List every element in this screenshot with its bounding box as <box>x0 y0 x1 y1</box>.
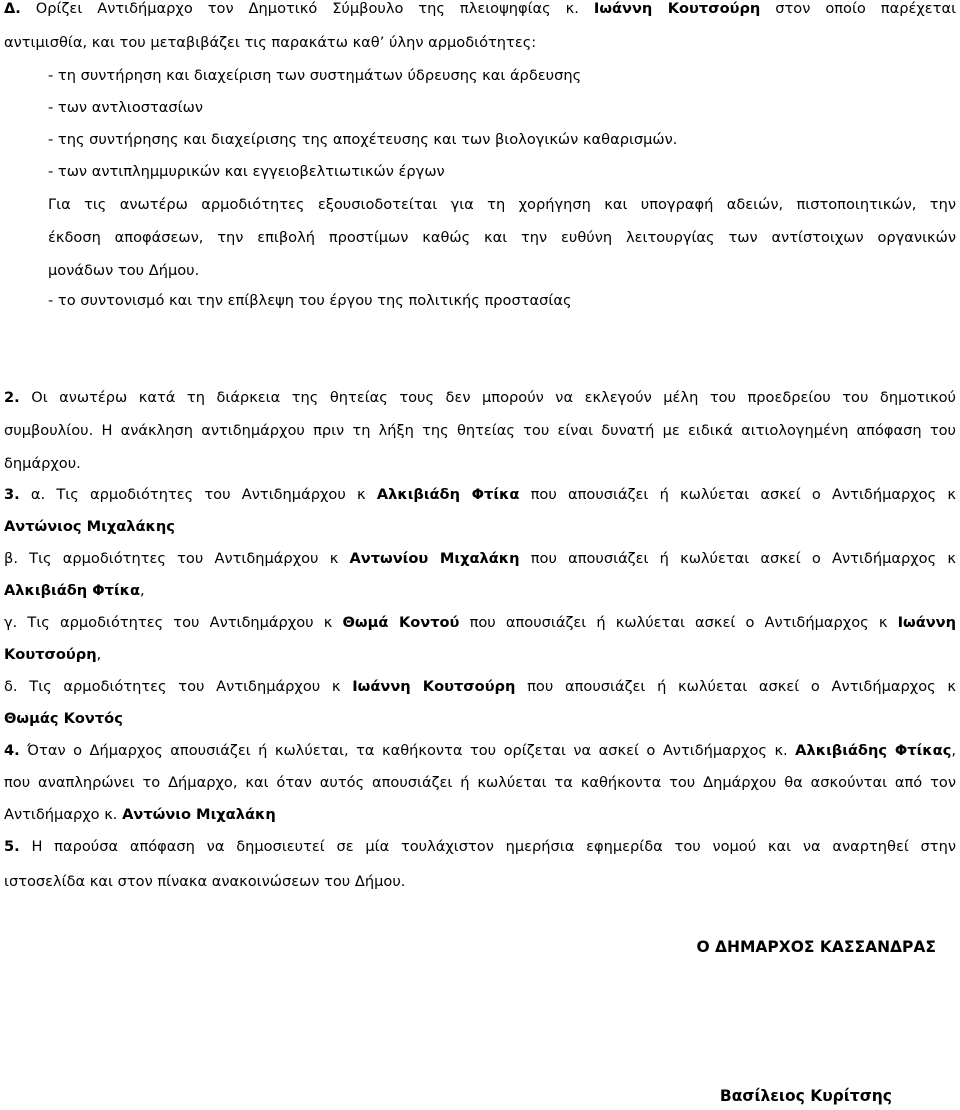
section-d-label: Δ. <box>4 0 21 17</box>
paragraph-2-line1: 2. Οι ανωτέρω κατά τη διάρκεια της θητείας τους δεν μπορούν να εκλεγούν μέλη του προεδρείου του δημοτικού <box>4 389 956 406</box>
paragraph-5-number: 5. <box>4 838 20 855</box>
substitute-name: Ιωάννη <box>897 614 956 631</box>
paragraph-2-line2: συμβουλίου. Η ανάκληση αντιδημάρχου πριν τη λήξη της θητείας του είναι δυνατή με ειδικά αιτιολογημένη απόφαση του <box>4 422 956 439</box>
paragraph-3-number: 3. <box>4 486 20 503</box>
paragraph-4-line3: Αντιδήμαρχο κ. Αντώνιο Μιχαλάκη <box>4 806 276 823</box>
substitute-name: Κουτσούρη <box>4 646 97 663</box>
paragraph-3b-line2: Αλκιβιάδη Φτίκα, <box>4 582 145 599</box>
authorization-line: μονάδων του Δήμου. <box>48 262 200 279</box>
paragraph-4-line1: 4. Όταν ο Δήμαρχος απουσιάζει ή κωλύεται, τα καθήκοντα του ορίζεται να ασκεί ο Αντιδήμαρχος κ. Αλκιβιάδης Φτίκας, <box>4 742 956 759</box>
absent-name: Αλκιβιάδη Φτίκα <box>376 486 520 503</box>
duty-item: - τη συντήρηση και διαχείριση των συστημάτων ύδρευσης και άρδευσης <box>48 67 582 84</box>
duty-item: - το συντονισμό και την επίβλεψη του έργου της πολιτικής προστασίας <box>48 292 572 309</box>
paragraph-5-line1: 5. Η παρούσα απόφαση να δημοσιευτεί σε μία τουλάχιστον ημερήσια εφημερίδα του νομού και να αναρτηθεί στην <box>4 838 956 855</box>
deputy-mayor-name: Αλκιβιάδης Φτίκας <box>795 742 952 759</box>
duty-item: - των αντιπλημμυρικών και εγγειοβελτιωτικών έργων <box>48 163 445 180</box>
absent-name: Αντωνίου Μιχαλάκη <box>349 550 520 567</box>
signature-name: Βασίλειος Κυρίτσης <box>719 1087 892 1105</box>
paragraph-3d-line1: δ. Τις αρμοδιότητες του Αντιδημάρχου κ Ιωάννη Κουτσούρη που απουσιάζει ή κωλύεται ασκεί ο Αντιδήμαρχος κ <box>4 678 957 695</box>
paragraph-3a-line1: 3. α. Τις αρμοδιότητες του Αντιδημάρχου κ Αλκιβιάδη Φτίκα που απουσιάζει ή κωλύεται ασκεί ο Αντιδήμαρχος κ <box>4 486 956 503</box>
paragraph-2-line3: δημάρχου. <box>4 455 81 472</box>
paragraph-4-line2: που αναπληρώνει το Δήμαρχο, και όταν αυτός απουσιάζει ή κωλύεται τα καθήκοντα του Δημάρχου θα ασκούνται από τον <box>4 774 956 791</box>
paragraph-4-number: 4. <box>4 742 20 759</box>
paragraph-3c-line1: γ. Τις αρμοδιότητες του Αντιδημάρχου κ Θωμά Κοντού που απουσιάζει ή κωλύεται ασκεί ο Αντιδήμαρχος κ Ιωάννη <box>4 614 956 631</box>
paragraph-2-number: 2. <box>4 389 20 406</box>
paragraph-3b-line1: β. Τις αρμοδιότητες του Αντιδημάρχου κ Αντωνίου Μιχαλάκη που απουσιάζει ή κωλύεται ασκεί ο Αντιδήμαρχος κ <box>4 550 956 567</box>
section-d-text1: Ορίζει Αντιδήμαρχο τον Δημοτικό Σύμβουλο της πλειοψηφίας κ. <box>20 0 594 17</box>
substitute-name: Αλκιβιάδη Φτίκα <box>4 582 141 599</box>
section-d-text2: στον οποίο παρέχεται <box>760 0 957 17</box>
duty-item: - της συντήρησης και διαχείρισης της αποχέτευσης και των βιολογικών καθαρισμών. <box>48 131 678 148</box>
section-d-line2: αντιμισθία, και του μεταβιβάζει τις παρακάτω καθ’ ύλην αρμοδιότητες: <box>4 34 537 51</box>
substitute-name: Αντώνιος Μιχαλάκης <box>4 518 175 535</box>
signature-title: Ο ΔΗΜΑΡΧΟΣ ΚΑΣΣΑΝΔΡΑΣ <box>696 938 936 956</box>
deputy-mayor-name: Αντώνιο Μιχαλάκη <box>122 806 276 823</box>
paragraph-5-line2: ιστοσελίδα και στον πίνακα ανακοινώσεων του Δήμου. <box>4 873 406 890</box>
section-d-intro <box>4 0 956 18</box>
duty-item: - των αντλιοστασίων <box>48 99 203 116</box>
absent-name: Θωμά Κοντού <box>342 614 460 631</box>
authorization-line: Για τις ανωτέρω αρμοδιότητες εξουσιοδοτείται για τη χορήγηση και υπογραφή αδειών, πιστοποιητικών, την <box>48 196 956 213</box>
absent-name: Ιωάννη Κουτσούρη <box>352 678 516 695</box>
substitute-name: Θωμάς Κοντός <box>4 710 123 727</box>
paragraph-3c-line2: Κουτσούρη, <box>4 646 102 663</box>
appointee-name: Ιωάννη Κουτσούρη <box>593 0 761 17</box>
authorization-line: έκδοση αποφάσεων, την επιβολή προστίμων καθώς και την ευθύνη λειτουργίας των αντίστοιχων οργανικών <box>48 229 956 246</box>
